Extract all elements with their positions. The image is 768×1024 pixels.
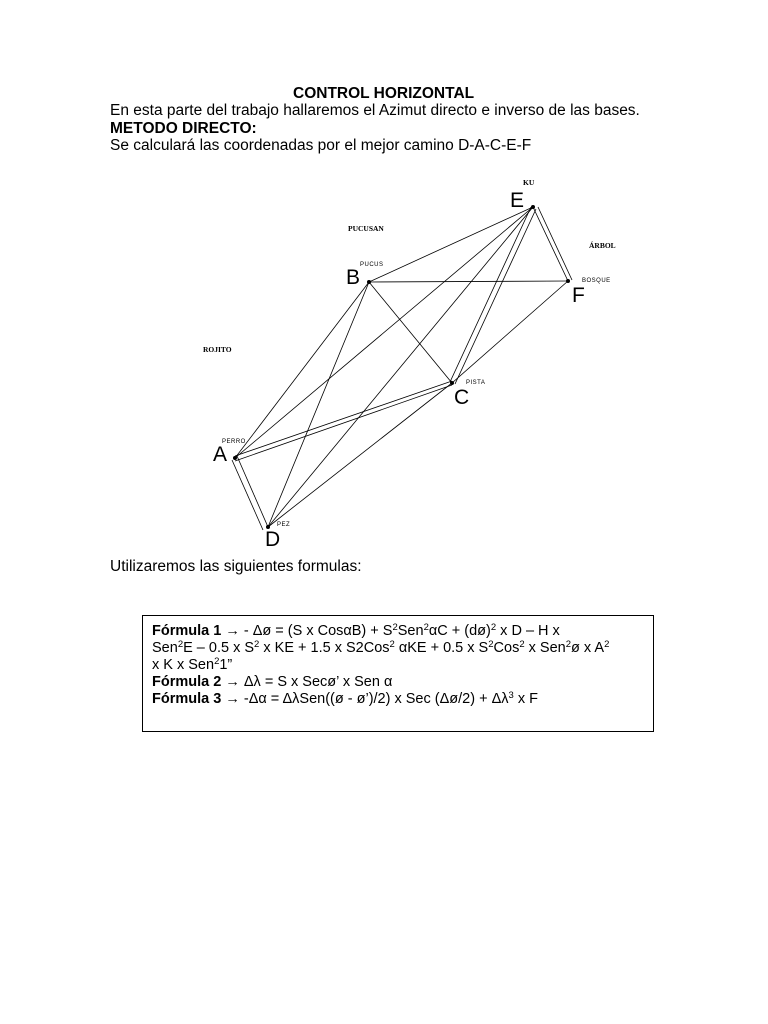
line-e-f-double	[538, 207, 572, 280]
formula-3: Fórmula 3 → -Δα = ΔλSen((ø - ø’)/2) x Sec (Δø/2) + $\Delta\lambda^3$ x F	[152, 690, 538, 707]
point-e-letter: E	[510, 189, 525, 212]
line-a-c	[235, 381, 452, 456]
line-d-c	[268, 383, 452, 527]
point-d-name: PEZ	[277, 522, 291, 528]
line-a-c-double	[235, 385, 452, 461]
point-c-letter: C	[454, 386, 470, 409]
line-a-d	[237, 456, 268, 527]
line-c-f	[452, 281, 568, 383]
point-a-name: PERRO	[222, 439, 246, 445]
route-description: Se calculará las coordenadas por el mejor camino D-A-C-E-F	[110, 137, 532, 154]
point-f-letter: F	[572, 284, 585, 307]
page-title: CONTROL HORIZONTAL	[293, 85, 475, 102]
line-c-e	[450, 207, 531, 382]
point-b-name: PUCUS	[360, 262, 384, 268]
section-heading: METODO DIRECTO:	[110, 120, 257, 137]
point-a-letter: A	[213, 443, 228, 466]
line-a-d-double	[232, 460, 263, 530]
point-b-letter: B	[346, 266, 361, 289]
line-d-e	[268, 207, 533, 527]
label-rojito: ROJITO	[203, 345, 232, 354]
line-a-b	[235, 282, 369, 458]
line-b-c	[369, 282, 452, 383]
formula-box	[142, 615, 654, 732]
formula-2: Fórmula 2 → Δλ = S x Secø’ x Sen α	[152, 674, 393, 690]
line-d-b	[268, 282, 369, 527]
label-arbol: ÁRBOL	[589, 241, 616, 250]
formula-1-line-3: x K x Sen$^2$1”	[152, 656, 233, 673]
label-pucusan: PUCUSAN	[348, 224, 384, 233]
formula-1-line-1: Fórmula 1 → - Δø = (S x $Cos\alpha B) + S^2Sen^2\alpha C$ + (dø)$^2$ x D – H x	[152, 622, 560, 639]
formulas-intro: Utilizaremos las siguientes formulas:	[110, 558, 362, 575]
point-d-letter: D	[265, 528, 281, 551]
line-a-e	[235, 207, 533, 458]
line-b-f	[369, 281, 568, 282]
line-e-f	[533, 207, 568, 281]
formula-1-line-2: Sen$^2$E – 0.5 x $S^2$ x KE + 1.5 x S2Cos$^2$ αKE + 0.5 x $S^2Cos^2$ x Sen$^2$ø x $A^2$	[152, 639, 610, 656]
line-b-e	[369, 207, 533, 282]
label-ku: KU	[523, 178, 535, 187]
line-c-e-double	[455, 209, 536, 384]
intro-paragraph: En esta parte del trabajo hallaremos el Azimut directo e inverso de las bases.	[110, 102, 640, 119]
point-f-name: BOSQUE	[582, 278, 611, 284]
point-c-name: PISTA	[466, 380, 486, 386]
